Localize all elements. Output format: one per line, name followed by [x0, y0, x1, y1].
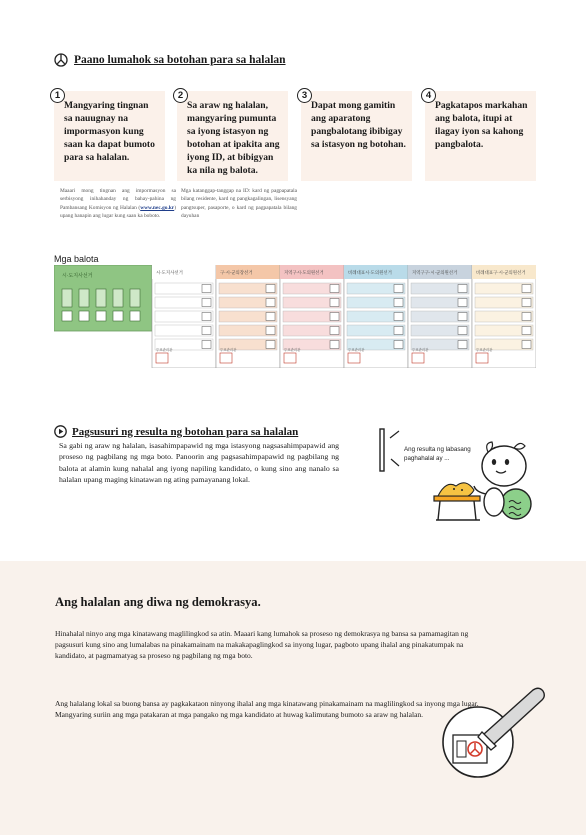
step-text-1: Mangyaring tingnan sa nauugnay na impormasyon kung saan ka dapat bumoto para sa halalan.	[64, 100, 155, 163]
ballot-mark-box	[458, 299, 467, 307]
section-title-results: Pagsusuri ng resulta ng botohan para sa halalan	[54, 425, 298, 438]
step-number-3: 3	[297, 88, 312, 103]
step-number-4: 4	[421, 88, 436, 103]
results-paragraph: Sa gabi ng araw ng halalan, isasahimpapawid ng mga istasyong nagsasahimpapawid ang proseso ng pagbilang ng mga boto. Panoorin ang pagsasahimpapawid ng pagbilang ng balota at alamin kung nahalal ang iyong napiling kandidato, o kung sino ang nanalo sa halalan upang maging kinatawan ng ating pamayanang lokal.	[59, 441, 339, 484]
ballot-header: 비례대표시·도의원선거	[348, 271, 392, 276]
ballot-mark-box	[202, 299, 211, 307]
note-accepted-ids: Mga katanggap-tanggap na ID: kard ng pagpapatala bilang residente, kard ng pangkagalingan, lisensyang pangtsuper, pasaporte, o kard ng pagpapatala bilang dayuhan	[181, 188, 297, 220]
ballot-mark-box	[522, 313, 531, 321]
ballot-header: 시·도지사선거	[62, 273, 93, 279]
ballot-header: 비례대표구·시·군의원선거	[476, 271, 526, 276]
ballot-mark-box	[266, 341, 275, 349]
democracy-paragraph-1: Hinahalal ninyo ang mga kinatawang maglilingkod sa atin. Maaari kang lumahok sa proseso ng demokrasya ng bansa sa pamamagitan ng pagsusuri kung sino ang lumalabas na pinakamainam na makakapaglingkod sa inyong lugar, pagboto upang ihalal ang pinakatumpak na kandidato, at pagmamatyag sa proseso ng pagbilang ng mga boto.	[55, 629, 469, 661]
ballot-mark-box	[394, 313, 403, 321]
ballot-green-box	[96, 311, 106, 321]
ballot-header: 지역구시·도의원선거	[284, 271, 324, 276]
step-text-2: Sa araw ng halalan, mangyaring pumunta sa iyong istasyon ng botohan at ipakita ang iyong ID, at bibigyan ka nila ng balota.	[187, 100, 280, 176]
ballot-mark-box	[266, 313, 275, 321]
ballot-mark-box	[202, 341, 211, 349]
ballot-mark-box	[266, 299, 275, 307]
ballot-stamp-label: 투표관리관	[220, 348, 237, 352]
step-text-4: Pagkatapos markahan ang balota, itupi at ilagay iyon sa kahong pangbalota.	[435, 100, 528, 150]
ballot-stamp-label: 투표관리관	[348, 348, 365, 352]
ballot-mark-box	[394, 299, 403, 307]
ballot-header: 지역구구·시·군의원선거	[412, 271, 458, 276]
ballot-header: 구·시·군의장선거	[220, 271, 253, 276]
ballot-mark-box	[394, 327, 403, 335]
ballot-mark-box	[202, 327, 211, 335]
speech-bubble-results: Ang resulta ng labasang paghahalal ay ...	[404, 446, 471, 462]
ballot-mark-box	[202, 285, 211, 293]
ballot-mark-box	[458, 285, 467, 293]
step-card-2	[177, 91, 288, 181]
section-title-voting: Paano lumahok sa botohan para sa halalan	[54, 53, 286, 67]
ballot-green-candidate	[79, 289, 89, 307]
ballot-mark-box	[522, 285, 531, 293]
ballot-mark-box	[458, 341, 467, 349]
ballot-green-candidate	[130, 289, 140, 307]
ballot-mark-box	[522, 327, 531, 335]
ballot-mark-box	[394, 341, 403, 349]
ballot-mark-box	[266, 327, 275, 335]
ballot-mark-box	[330, 313, 339, 321]
ballot-green-candidate	[96, 289, 106, 307]
ballot-green-box	[130, 311, 140, 321]
mascot-watching-results-illustration	[376, 424, 546, 529]
ballot-mark-box	[266, 285, 275, 293]
ballot-green-box	[79, 311, 89, 321]
ballot-green-box	[113, 311, 123, 321]
step-number-2: 2	[173, 88, 188, 103]
democracy-heading: Ang halalan ang diwa ng demokrasya.	[55, 595, 261, 609]
ballot-mark-box	[330, 285, 339, 293]
ballot-mark-box	[330, 327, 339, 335]
play-circle-icon	[54, 425, 67, 438]
ballot-header: 시·도지사선거	[156, 271, 183, 276]
ballot-stamp-label: 투표관리관	[284, 348, 301, 352]
democracy-paragraph-2: Ang halalang lokal sa buong bansa ay pagkakataon ninyong ihalal ang mga kinatawang pinakamainam na maglilingkod sa inyong mga lugar. Mangyaring suriin ang mga patakaran at mga pangako ng mga kandidato at huwag kalimutang bumoto sa araw ng halalan.	[55, 699, 479, 720]
ballot-green-candidate	[62, 289, 72, 307]
ballot-mark-box	[522, 341, 531, 349]
ballot-mark-box	[330, 341, 339, 349]
step-card-3	[301, 91, 412, 181]
hand-stamping-ballot-illustration	[438, 680, 548, 780]
step-number-1: 1	[50, 88, 65, 103]
step-card-1	[54, 91, 165, 181]
ballot-mark-box	[394, 285, 403, 293]
nec-website-link[interactable]: www.nec.go.kr	[140, 204, 175, 211]
step-card-4	[425, 91, 536, 181]
ballot-mark-box	[202, 313, 211, 321]
ballot-green-candidate	[113, 289, 123, 307]
ballot-stamp-label: 투표관리관	[412, 348, 429, 352]
ballot-mark-box	[330, 299, 339, 307]
ballots-label: Mga balota	[54, 254, 99, 264]
ballot-green-box	[62, 311, 72, 321]
note-where-to-vote: Maaari mong tingnan ang impormasyon sa serbisyong inihahanday ng bahay-pahina ng Pambansang Komisyon ng Halalan (www.nec.go.kr) upang hanapin ang lugar kung saan ka boboto.	[60, 188, 176, 220]
sample-ballots-illustration	[54, 265, 536, 368]
ballot-mark-box	[458, 327, 467, 335]
ballot-mark-box	[458, 313, 467, 321]
ballot-stamp-label: 투표관리관	[476, 348, 493, 352]
step-text-3: Dapat mong gamitin ang aparatong pangbalotang ibibigay sa istasyon ng botohan.	[311, 100, 406, 150]
vote-stamp-icon	[54, 53, 68, 67]
ballot-stamp-label: 투표관리관	[156, 348, 173, 352]
ballot-mark-box	[522, 299, 531, 307]
